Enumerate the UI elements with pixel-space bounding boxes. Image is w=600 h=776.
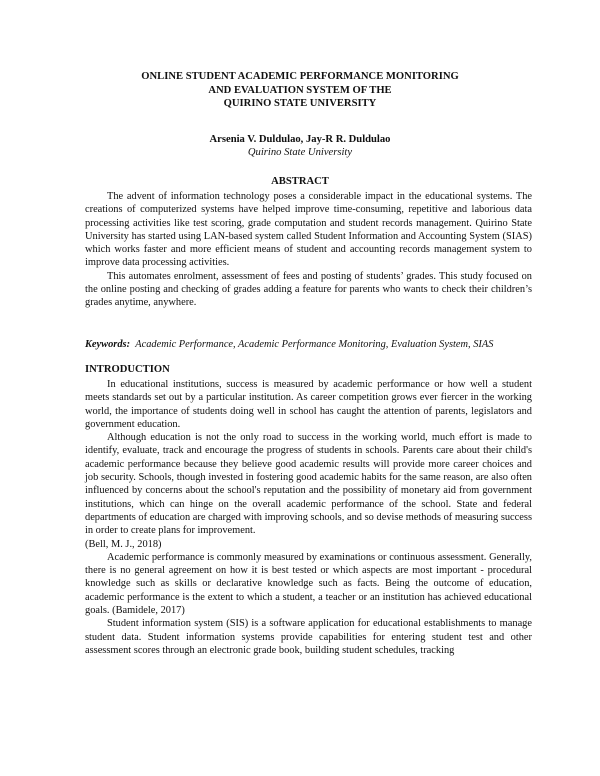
- title-line-2: AND EVALUATION SYSTEM OF THE: [208, 84, 392, 96]
- intro-paragraph-1: In educational institutions, success is measured by academic performance or how well a student meets standards set out by a particular institution. As career competition grows ever fiercer in the working world, the importance of students doing well in school has caught the attention of parents, legislators and government education.: [85, 379, 532, 430]
- title-line-1: ONLINE STUDENT ACADEMIC PERFORMANCE MONITORING: [141, 71, 459, 82]
- intro-paragraph-3: Academic performance is commonly measured by examinations or continuous assessment. Generally, there is no general agreement on how it is best tested or which aspects are most important - procedural knowledge such as skills or declarative knowledge such as facts. Being the outcome of education, academic performance is the extent to which a student, a teacher or an institution has achieved educational goals. (Bamidele, 2017): [85, 551, 532, 617]
- abstract-paragraph-2: This automates enrolment, assessment of fees and posting of students’ grades. This study focused on the online posting and checking of grades adding a feature for parents who wants to check their children’s grades anytime, anywhere.: [85, 270, 532, 309]
- intro-citation: (Bell, M. J., 2018): [85, 538, 162, 550]
- keywords-text: Academic Performance, Academic Performance Monitoring, Evaluation System, SIAS: [135, 339, 494, 350]
- intro-paragraph-2: Although education is not the only road to success in the working world, much effort is made to identify, evaluate, track and encourage the progress of students in schools. Parents care about their child's academic performance because they believe good academic results will provide more career choices and job security. Schools, though invested in fostering good academic habits for the same reason, are also often influenced by concerns about the school's reputation and the possibility of monetary aid from government institutions, which can hinge on the overall academic performance of the school. State and federal departments of education are charged with improving schools, and so devise methods of measuring success in order to create plans for improvement.: [85, 432, 532, 537]
- introduction-body: [85, 378, 532, 657]
- abstract-body: [85, 190, 532, 310]
- abstract-paragraph-1: The advent of information technology poses a considerable impact in the educational systems. The creations of computerized systems have helped improve time-consuming, repetitive and laborious data processing activities like test scoring, grade computation and student records management. Quirino State University has started using LAN-based system called Student Information and Accounting System (SIAS) which works faster and more efficient means of student and accounting records management system to improve data processing activities.: [85, 191, 532, 269]
- intro-paragraph-4: Student information system (SIS) is a software application for educational establishments to manage student data. Student information systems provide capabilities for entering student test and other assessment scores through an electronic grade book, building student schedules, tracking: [85, 618, 532, 656]
- keywords-label: Keywords:: [85, 339, 131, 350]
- introduction-heading: INTRODUCTION: [85, 364, 170, 375]
- abstract-heading: ABSTRACT: [271, 176, 329, 187]
- keywords-line: [85, 339, 545, 350]
- author-affiliation: Quirino State University: [247, 147, 353, 158]
- paper-title: [0, 70, 600, 111]
- author-names: Arsenia V. Duldulao, Jay-R R. Duldulao: [209, 134, 391, 145]
- title-line-3: QUIRINO STATE UNIVERSITY: [223, 98, 377, 109]
- author-block: [0, 133, 600, 159]
